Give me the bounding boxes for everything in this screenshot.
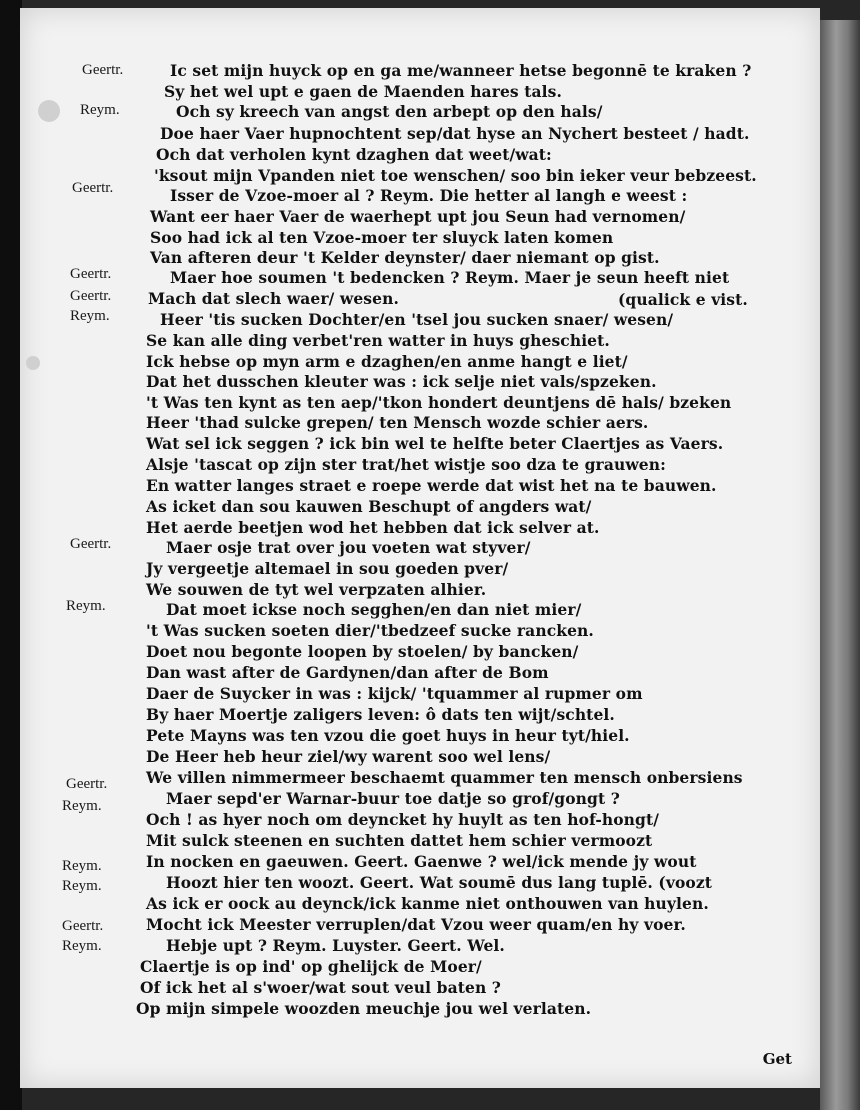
page-stack-edge [820, 20, 860, 1110]
text-line: Daer de Suycker in was : kijck/ 'tquammer al rupmer om [146, 684, 643, 703]
text-line: Dat het dusschen kleuter was : ick selje niet vals/spzeken. [146, 372, 657, 391]
text-line: Hebje upt ? Reym. Luyster. Geert. Wel. [166, 936, 505, 955]
text-line: Sy het wel upt e gaen de Maenden hares tals. [164, 82, 562, 101]
text-line: Alsje 'tascat op zijn ster trat/het wistje soo dza te grauwen: [146, 455, 666, 474]
text-line: As icket dan sou kauwen Beschupt of angders wat/ [146, 497, 592, 516]
text-line: By haer Moertje zaligers leven: ô dats ten wijt/schtel. [146, 705, 615, 724]
speaker-label: Geertr. [62, 918, 104, 934]
text-line: (qualick e vist. [618, 290, 748, 309]
text-line: Och sy kreech van angst den arbept op den hals/ [176, 102, 603, 121]
text-line: Maer sepd'er Warnar-buur toe datje so grof/gongt ? [166, 789, 620, 808]
speaker-label: Geertr. [72, 180, 114, 196]
text-line: Dan wast after de Gardynen/dan after de Bom [146, 663, 549, 682]
book-page [20, 8, 820, 1088]
text-line: De Heer heb heur ziel/wy warent soo wel lens/ [146, 747, 551, 766]
paper-stain [26, 356, 40, 370]
text-line: Och dat verholen kynt dzaghen dat weet/wat: [156, 145, 552, 164]
text-line: Doe haer Vaer hupnochtent sep/dat hyse an Nychert besteet / hadt. [160, 124, 750, 143]
speaker-label: Reym. [62, 858, 102, 874]
catchword: Get [762, 1050, 792, 1068]
text-line: Ick hebse op myn arm e dzaghen/en anme hangt e liet/ [146, 352, 628, 371]
speaker-label: Geertr. [70, 536, 112, 552]
text-line: Hoozt hier ten woozt. Geert. Wat soumē dus lang tuplē. (voozt [166, 873, 713, 892]
speaker-label: Geertr. [70, 266, 112, 282]
speaker-label: Reym. [62, 938, 102, 954]
text-line: Maer hoe soumen 't bedencken ? Reym. Maer je seun heeft niet [170, 268, 730, 287]
text-line: Claertje is op ind' op ghelijck de Moer/ [140, 957, 482, 976]
speaker-label: Geertr. [70, 288, 112, 304]
text-line: Want eer haer Vaer de waerhept upt jou Seun had vernomen/ [150, 207, 686, 226]
text-line: Jy vergeetje altemael in sou goeden pver/ [146, 559, 509, 578]
text-line: Op mijn simpele woozden meuchje jou wel verlaten. [136, 999, 592, 1018]
text-line: 't Was sucken soeten dier/'tbedzeef sucke rancken. [146, 621, 594, 640]
speaker-label: Geertr. [66, 776, 108, 792]
text-line: As ick er oock au deynck/ick kanme niet onthouwen van huylen. [146, 894, 709, 913]
text-line: Wat sel ick seggen ? ick bin wel te helfte beter Claertjes as Vaers. [146, 434, 724, 453]
speaker-label: Geertr. [82, 62, 124, 78]
text-line: Dat moet ickse noch segghen/en dan niet mier/ [166, 600, 582, 619]
text-line: Maer osje trat over jou voeten wat styver/ [166, 538, 531, 557]
binding-edge [0, 0, 22, 1110]
text-line: Mocht ick Meester verruplen/dat Vzou weer quam/en hy voer. [146, 915, 686, 934]
text-line: Isser de Vzoe-moer al ? Reym. Die hetter al langh e weest : [170, 186, 688, 205]
text-line: Of ick het al s'woer/wat sout veul baten ? [140, 978, 501, 997]
speaker-label: Reym. [62, 798, 102, 814]
text-line: Heer 'thad sulcke grepen/ ten Mensch wozde schier aers. [146, 413, 649, 432]
text-line: 'ksout mijn Vpanden niet toe wenschen/ soo bin ieker veur bebzeest. [154, 166, 757, 185]
text-line: Heer 'tis sucken Dochter/en 'tsel jou sucken snaer/ wesen/ [160, 310, 674, 329]
speaker-label: Reym. [70, 308, 110, 324]
text-line: In nocken en gaeuwen. Geert. Gaenwe ? wel/ick mende jy wout [146, 852, 697, 871]
text-line: 't Was ten kynt as ten aep/'tkon hondert deuntjens dē hals/ bzeken [146, 393, 732, 412]
paper-stain [38, 100, 60, 122]
speaker-label: Reym. [62, 878, 102, 894]
speaker-label: Reym. [80, 102, 120, 118]
text-line: Och ! as hyer noch om deyncket hy huylt as ten hof-hongt/ [146, 810, 659, 829]
text-line: Van afteren deur 't Kelder deynster/ daer niemant op gist. [150, 248, 660, 267]
text-line: Soo had ick al ten Vzoe-moer ter sluyck laten komen [150, 228, 614, 247]
text-line: Se kan alle ding verbet'ren watter in huys gheschiet. [146, 331, 610, 350]
text-line: Doet nou begonte loopen by stoelen/ by bancken/ [146, 642, 579, 661]
speaker-label: Reym. [66, 598, 106, 614]
text-line: Mit sulck steenen en suchten dattet hem schier vermoozt [146, 831, 653, 850]
text-line: Ic set mijn huyck op en ga me/wanneer hetse begonnē te kraken ? [170, 61, 752, 80]
text-line: En watter langes straet e roepe werde dat wist het na te bauwen. [146, 476, 717, 495]
text-line: Pete Mayns was ten vzou die goet huys in heur tyt/hiel. [146, 726, 630, 745]
text-line: Het aerde beetjen wod het hebben dat ick selver at. [146, 518, 600, 537]
text-line: Mach dat slech waer/ wesen. [148, 289, 399, 308]
text-line: We villen nimmermeer beschaemt quammer ten mensch onbersiens [146, 768, 743, 787]
text-line: We souwen de tyt wel verpzaten alhier. [146, 580, 487, 599]
